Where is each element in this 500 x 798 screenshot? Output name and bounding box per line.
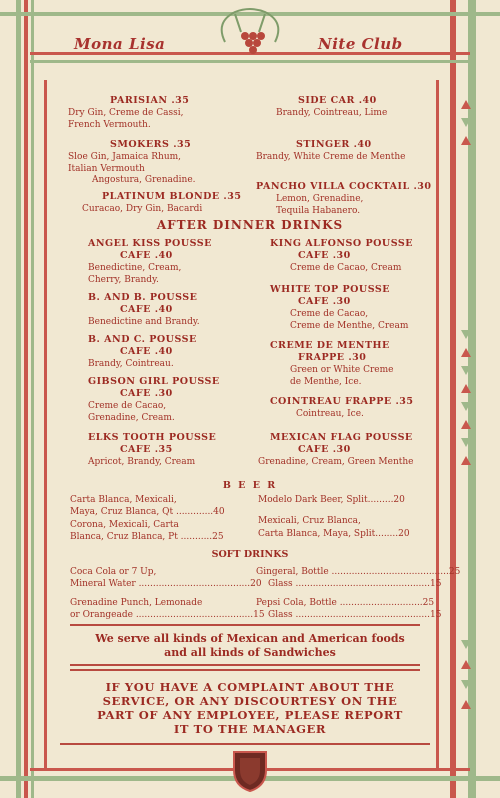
soft-line: Gingeral, Bottle .........................................25 xyxy=(256,567,461,577)
cocktail-desc: Sloe Gin, Jamaica Rhum, xyxy=(68,152,182,162)
divider-rule xyxy=(70,669,420,671)
brand-right: Nite Club xyxy=(318,35,403,53)
drink-name: B. AND B. POUSSE xyxy=(88,292,198,303)
triangle-ornament-icon xyxy=(461,384,471,393)
beer-line: Corona, Mexicali, Carta xyxy=(70,520,179,530)
soft-line: Mineral Water .......................................20 xyxy=(70,578,262,589)
complaint-notice: IT TO THE MANAGER xyxy=(173,722,327,736)
triangle-ornament-icon xyxy=(461,420,471,429)
border-red-left xyxy=(24,0,28,798)
divider-rule xyxy=(60,743,430,745)
cocktail-name: PARISIAN .35 xyxy=(110,95,190,106)
grapes-crest-icon xyxy=(205,2,295,62)
drink-name: FRAPPE .30 xyxy=(298,352,367,363)
border-green-left xyxy=(16,0,21,798)
cocktail-desc: Italian Vermouth xyxy=(68,163,145,174)
border-green-left-inner xyxy=(31,0,34,798)
cocktail-desc: French Vermouth. xyxy=(68,119,151,130)
cocktail-desc: Curacao, Dry Gin, Bacardi xyxy=(82,204,203,214)
drink-desc: Grenadine, Cream. xyxy=(88,412,175,423)
border-red-right-inner xyxy=(436,80,439,770)
soft-drinks-title: SOFT DRINKS xyxy=(211,549,289,560)
drink-desc: de Menthe, Ice. xyxy=(290,376,362,387)
beer-line: Carta Blanca, Mexicali, xyxy=(70,495,177,505)
drink-name: CAFE .30 xyxy=(298,250,351,261)
drink-desc: Creme de Cacao, xyxy=(88,401,167,411)
drink-desc: Benedictine and Brandy. xyxy=(88,317,200,327)
cocktail-desc: Lemon, Grenadine, xyxy=(276,194,364,204)
drink-name: CREME DE MENTHE xyxy=(270,340,390,351)
triangle-ornament-icon xyxy=(461,438,471,447)
drink-name: CAFE .30 xyxy=(298,444,351,455)
divider-rule xyxy=(70,624,420,626)
triangle-ornament-icon xyxy=(461,330,471,339)
triangle-ornament-icon xyxy=(461,456,471,465)
drink-name: CAFE .35 xyxy=(120,444,173,455)
triangle-ornament-icon xyxy=(461,402,471,411)
drink-name: ELKS TOOTH POUSSE xyxy=(88,432,217,443)
beer-line: Carta Blanca, Maya, Split........20 xyxy=(258,529,410,539)
triangle-ornament-icon xyxy=(461,136,471,145)
drink-desc: Benedictine, Cream, xyxy=(88,263,182,273)
beer-line: Mexicali, Cruz Blanca, xyxy=(258,516,361,526)
triangle-ornament-icon xyxy=(461,366,471,375)
foods-notice: and all kinds of Sandwiches xyxy=(164,646,336,659)
drink-desc: Creme de Menthe, Cream xyxy=(290,320,409,331)
divider-rule xyxy=(70,664,420,666)
drink-name: B. AND C. POUSSE xyxy=(88,334,197,345)
drink-name: CAFE .40 xyxy=(120,346,173,357)
border-red-left-inner xyxy=(44,80,47,770)
foods-notice: We serve all kinds of Mexican and American foods xyxy=(95,632,405,645)
drink-desc: Creme de Cacao, Cream xyxy=(290,263,402,273)
beer-line: Blanca, Cruz Blanca, Pt ...........25 xyxy=(70,531,224,542)
drink-name: ANGEL KISS POUSSE xyxy=(88,238,212,249)
soft-line: Coca Cola or 7 Up, xyxy=(70,567,157,577)
drink-desc: Apricot, Brandy, Cream xyxy=(88,457,196,467)
cocktail-desc: Tequila Habanero. xyxy=(276,205,361,216)
soft-line: or Orangeade .........................................15 xyxy=(70,609,265,620)
drink-desc: Cointreau, Ice. xyxy=(296,409,364,419)
beer-line: Modelo Dark Beer, Split.........20 xyxy=(258,495,405,505)
drink-name: MEXICAN FLAG POUSSE xyxy=(270,432,413,443)
complaint-notice: IF YOU HAVE A COMPLAINT ABOUT THE xyxy=(105,680,395,694)
soft-line: Glass ...............................................15 xyxy=(268,609,442,620)
drink-desc: Grenadine, Cream, Green Menthe xyxy=(258,457,414,467)
drink-name: WHITE TOP POUSSE xyxy=(270,284,390,295)
triangle-ornament-icon xyxy=(461,118,471,127)
triangle-ornament-icon xyxy=(461,660,471,669)
soft-line: Grenadine Punch, Lemonade xyxy=(70,598,203,608)
drink-name: CAFE .40 xyxy=(120,250,173,261)
shield-emblem-icon xyxy=(232,750,268,792)
beer-title: B E E R xyxy=(222,480,278,491)
border-red-right xyxy=(450,0,456,798)
drink-name: COINTREAU FRAPPE .35 xyxy=(270,396,414,407)
brand-left: Mona Lisa xyxy=(74,35,166,53)
soft-line: Glass ...............................................15 xyxy=(268,578,442,589)
drink-name: CAFE .30 xyxy=(120,388,173,399)
cocktail-name: PLATINUM BLONDE .35 xyxy=(102,191,242,202)
drink-desc: Creme de Cacao, xyxy=(290,309,369,319)
after-dinner-title: AFTER DINNER DRINKS xyxy=(156,218,344,232)
complaint-notice: SERVICE, OR ANY DISCOURTESY ON THE xyxy=(102,694,398,708)
cocktail-desc: Brandy, Cointreau, Lime xyxy=(276,108,388,118)
drink-name: CAFE .40 xyxy=(120,304,173,315)
drink-desc: Cherry, Brandy. xyxy=(88,274,159,285)
triangle-ornament-icon xyxy=(461,100,471,109)
cocktail-name: STINGER .40 xyxy=(296,139,372,150)
soft-line: Pepsi Cola, Bottle .............................25 xyxy=(256,598,435,608)
complaint-notice: PART OF ANY EMPLOYEE, PLEASE REPORT xyxy=(97,708,403,722)
cocktail-desc: Brandy, White Creme de Menthe xyxy=(256,152,406,162)
drink-name: GIBSON GIRL POUSSE xyxy=(88,376,220,387)
cocktail-name: SMOKERS .35 xyxy=(110,139,192,150)
triangle-ornament-icon xyxy=(461,348,471,357)
drink-name: CAFE .30 xyxy=(298,296,351,307)
cocktail-desc: Angostura, Grenadine. xyxy=(92,175,196,185)
cocktail-desc: Dry Gin, Creme de Cassi, xyxy=(68,108,184,118)
beer-line: Maya, Cruz Blanca, Qt .............40 xyxy=(70,506,225,517)
cocktail-name: SIDE CAR .40 xyxy=(298,95,377,106)
drink-desc: Brandy, Cointreau. xyxy=(88,359,174,369)
drink-desc: Green or White Creme xyxy=(290,365,394,375)
drink-name: KING ALFONSO POUSSE xyxy=(270,238,413,249)
cocktail-name: PANCHO VILLA COCKTAIL .30 xyxy=(256,181,432,192)
